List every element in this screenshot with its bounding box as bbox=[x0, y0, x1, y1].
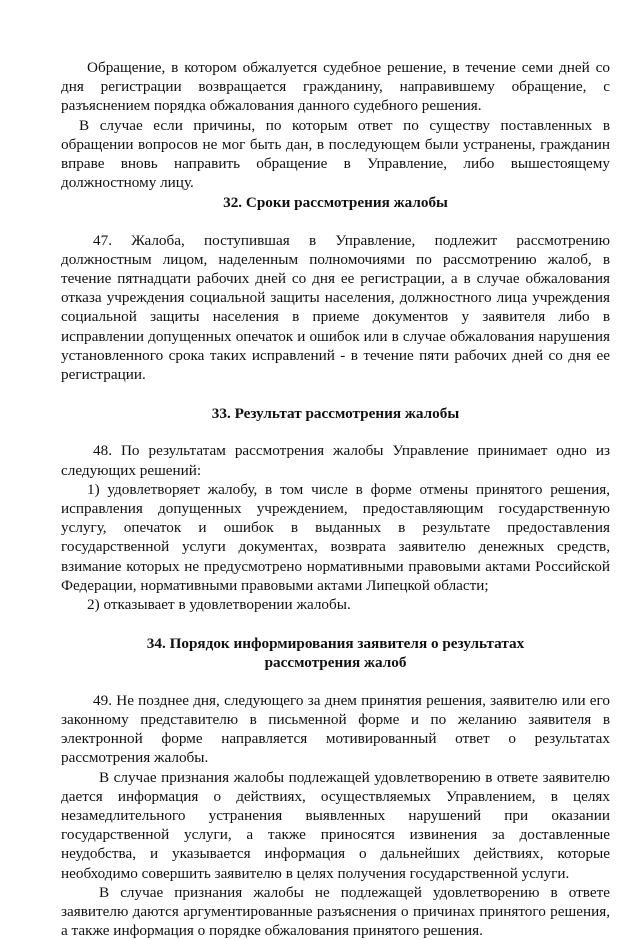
section-34-heading-line2: рассмотрения жалоб bbox=[264, 654, 407, 672]
paragraph-48-item-2: 2) отказывает в удовлетворении жалобы. bbox=[87, 596, 351, 614]
section-32-heading: 32. Сроки рассмотрения жалобы bbox=[223, 194, 448, 212]
paragraph-court-appeal: Обращение, в котором обжалуется судебное решение, в течение семи дней со дня регистрации возвращается гражданину, направившему обращение, с разъяснением порядка обжалования данного судебного решения. bbox=[61, 59, 610, 115]
section-34-heading bbox=[61, 634, 610, 672]
paragraph-48-item-1: 1) удовлетворяет жалобу, в том числе в форме отмены принятого решения, исправления допущенных учреждением, предоставляющим государственную услугу, опечаток и ошибок в выданных в результате предоставления государственной услуги документах, возврата заявителю денежных средств, взимание которых не предусмотрено нормативными правовыми актами Российской Федерации, нормативными правовыми актами Липецкой области; bbox=[61, 480, 610, 594]
section-34-heading-line1: 34. Порядок информирования заявителя о результатах bbox=[146, 635, 525, 653]
paragraph-rejected-response: В случае признания жалобы не подлежащей удовлетворению в ответе заявителю даются аргументированные разъяснения о причинах принятого решения, а также информация о порядке обжалования принятого решения. bbox=[61, 883, 610, 940]
section-33-heading: 33. Результат рассмотрения жалобы bbox=[211, 405, 460, 423]
paragraph-satisfied-response: В случае признания жалобы подлежащей удовлетворению в ответе заявителю дается информация о действиях, осуществляемых Управлением, в целях незамедлительного устранения выявленных нарушений при оказании государственной услуги, а также приносятся извинения за доставленные неудобства, и указывается информация о дальнейших действиях, которые необходимо совершить заявителю в целях получения государственной услуги. bbox=[61, 768, 610, 882]
paragraph-49: 49. Не позднее дня, следующего за днем принятия решения, заявителю или его законному представителю в письменной форме и по желанию заявителя в электронной форме направляется мотивированный ответ о результатах рассмотрения жалобы. bbox=[61, 691, 610, 767]
paragraph-resubmission: В случае если причины, по которым ответ по существу поставленных в обращении вопросов не мог быть дан, в последующем были устранены, гражданин вправе вновь направить обращение в Управление, либо вышестоящему должностному лицу. bbox=[61, 116, 610, 192]
paragraph-48: 48. По результатам рассмотрения жалобы Управление принимает одно из следующих решений: bbox=[61, 442, 610, 479]
paragraph-47: 47. Жалоба, поступившая в Управление, подлежит рассмотрению должностным лицом, наделенным полномочиями по рассмотрению жалоб, в течение пятнадцати рабочих дней со дня ее регистрации, а в случае обжалования отказа учреждения социальной защиты населения, должностного лица учреждения социальной защиты населения в приеме документов у заявителя либо в исправлении допущенных опечаток и ошибок или в случае обжалования нарушения установленного срока таких исправлений - в течение пяти рабочих дней со дня ее регистрации. bbox=[61, 231, 610, 384]
